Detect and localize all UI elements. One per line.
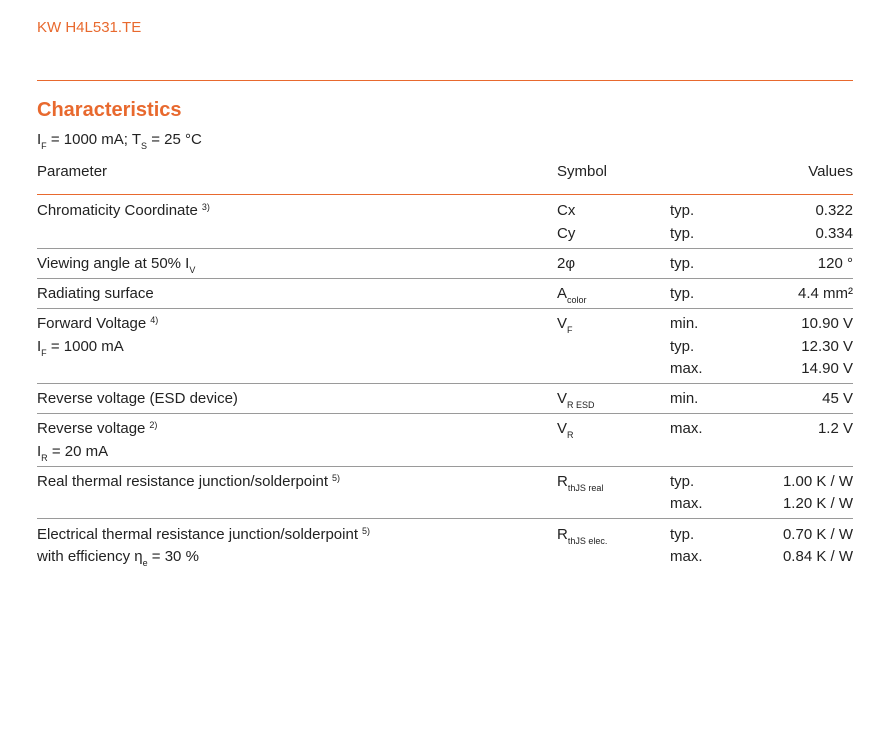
footnote-ref: 5) — [331, 473, 340, 483]
symbol-text: A — [557, 285, 568, 302]
footnote-ref: 3) — [201, 202, 210, 212]
symbol-sub: thJS real — [567, 483, 604, 493]
param-text: Real thermal resistance junction/solderpoint — [37, 473, 328, 490]
param2-sub: R — [41, 453, 48, 463]
value-rth-elec-max: 0.84 K / W — [782, 548, 853, 565]
param-text: Forward Voltage — [37, 315, 147, 332]
value-vr: 1.2 V — [817, 420, 853, 437]
condition-typ: typ. — [670, 526, 695, 543]
symbol-2phi: 2φ — [557, 255, 576, 272]
row-divider — [37, 383, 853, 384]
param-viewing-angle — [37, 255, 195, 273]
param-reverse-voltage-esd: Reverse voltage (ESD device) — [37, 390, 238, 407]
param2-sub: F — [41, 348, 47, 358]
footnote-ref: 4) — [150, 315, 159, 325]
row-divider — [37, 308, 853, 309]
param-text: Electrical thermal resistance junction/solderpoint — [37, 526, 358, 543]
condition-typ: typ. — [670, 473, 695, 490]
param-chromaticity — [37, 202, 210, 220]
document-id: KW H4L531.TE — [37, 19, 142, 36]
param2-text: I — [37, 338, 42, 355]
row-divider — [37, 466, 853, 467]
value-viewing-angle: 120 ° — [817, 255, 853, 272]
condition-typ: typ. — [670, 202, 695, 219]
symbol-vr — [557, 420, 574, 438]
symbol-vr-esd — [557, 390, 595, 408]
symbol-sub: R ESD — [567, 400, 595, 410]
condition-max: max. — [670, 420, 703, 437]
symbol-a-color — [557, 285, 587, 303]
symbol-cy: Cy — [557, 225, 576, 242]
header-parameter: Parameter — [37, 163, 108, 180]
param2-rest: = 20 mA — [47, 443, 109, 460]
condition-current-symbol: I — [37, 131, 42, 148]
condition-typ: typ. — [670, 225, 695, 242]
symbol-sub: R — [567, 430, 574, 440]
value-vf-min: 10.90 V — [801, 315, 853, 332]
value-vr-esd: 45 V — [822, 390, 853, 407]
value-vf-max: 14.90 V — [801, 360, 853, 377]
param2-text: I — [37, 443, 42, 460]
symbol-text: V — [557, 315, 568, 332]
condition-temp-text: = 25 °C — [147, 131, 202, 148]
row-divider — [37, 413, 853, 414]
footnote-ref: 5) — [361, 526, 370, 536]
value-rth-elec-typ: 0.70 K / W — [782, 526, 853, 543]
param-reverse-voltage — [37, 420, 157, 438]
symbol-sub: color — [567, 295, 587, 305]
condition-min: min. — [670, 315, 699, 332]
row-divider — [37, 518, 853, 519]
symbol-rthjs-real — [557, 473, 603, 491]
footnote-ref: 2) — [149, 420, 158, 430]
symbol-rthjs-elec — [557, 526, 607, 544]
param2-text: with efficiency η — [37, 548, 143, 565]
param-text: Chromaticity Coordinate — [37, 202, 198, 219]
param2-rest: = 30 % — [147, 548, 199, 565]
param-text: Viewing angle at 50% I — [37, 255, 190, 272]
param-reverse-current — [37, 443, 108, 461]
param-text: Reverse voltage — [37, 420, 146, 437]
table-header-rule — [37, 194, 853, 195]
value-rth-real-typ: 1.00 K / W — [782, 473, 853, 490]
symbol-sub: thJS elec. — [567, 536, 608, 546]
symbol-cx: Cx — [557, 202, 576, 219]
header-symbol: Symbol — [557, 163, 608, 180]
condition-current-text: = 1000 mA; T — [46, 131, 142, 148]
condition-max: max. — [670, 548, 703, 565]
condition-current-sub: F — [41, 141, 47, 151]
condition-temp-sub: S — [141, 141, 148, 151]
param-radiating-surface: Radiating surface — [37, 285, 154, 302]
param-sub: V — [189, 265, 196, 275]
symbol-sub: F — [567, 325, 573, 335]
param-forward-voltage — [37, 315, 158, 333]
value-radiating-surface: 4.4 mm² — [797, 285, 853, 302]
symbol-text: V — [557, 420, 568, 437]
symbol-vf — [557, 315, 573, 333]
param-electrical-thermal-resistance — [37, 526, 370, 544]
row-divider — [37, 248, 853, 249]
value-rth-real-max: 1.20 K / W — [782, 495, 853, 512]
symbol-text: V — [557, 390, 568, 407]
symbol-text: R — [557, 526, 568, 543]
header-values: Values — [808, 163, 853, 180]
value-cx: 0.322 — [815, 202, 853, 219]
param-forward-current — [37, 338, 124, 356]
condition-max: max. — [670, 495, 703, 512]
param-real-thermal-resistance — [37, 473, 340, 491]
value-vf-typ: 12.30 V — [801, 338, 853, 355]
param-efficiency — [37, 548, 199, 566]
param2-sub: e — [142, 558, 148, 568]
param2-rest: = 1000 mA — [46, 338, 124, 355]
row-divider — [37, 278, 853, 279]
condition-min: min. — [670, 390, 699, 407]
value-cy: 0.334 — [815, 225, 853, 242]
test-condition — [37, 131, 202, 151]
condition-max: max. — [670, 360, 703, 377]
condition-typ: typ. — [670, 338, 695, 355]
header-rule — [37, 80, 853, 81]
condition-typ: typ. — [670, 285, 695, 302]
symbol-text: R — [557, 473, 568, 490]
section-title: Characteristics — [37, 99, 182, 121]
condition-typ: typ. — [670, 255, 695, 272]
